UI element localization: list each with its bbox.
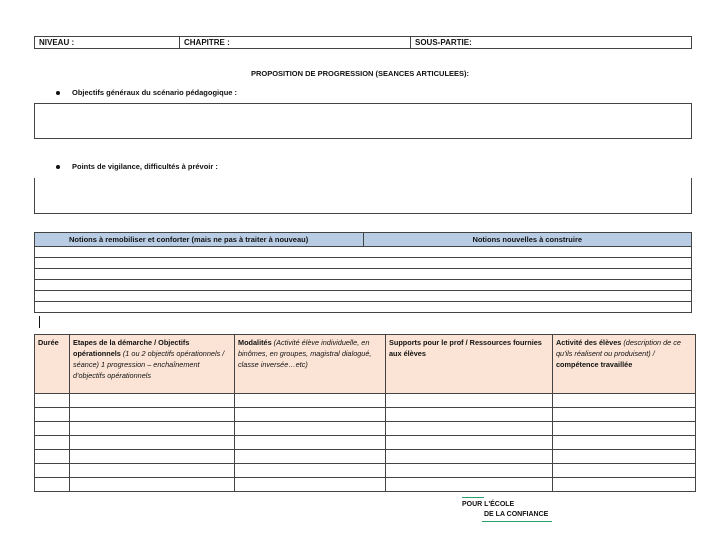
chapitre-field[interactable]: CHAPITRE :: [180, 37, 411, 48]
logo-accent-line: [462, 497, 484, 498]
table-row[interactable]: [35, 269, 692, 280]
notions-remobiliser-header: Notions à remobiliser et conforter (mais ne pas à traiter à nouveau): [35, 233, 364, 247]
bullet-icon: [56, 165, 60, 169]
table-row[interactable]: [35, 464, 696, 478]
logo-underline: [482, 521, 552, 522]
ecole-confiance-logo: [462, 500, 548, 520]
table-row[interactable]: [35, 478, 696, 492]
notions-nouvelles-header: Notions nouvelles à construire: [363, 233, 692, 247]
text-cursor: [39, 316, 40, 328]
table-header-row: [35, 335, 696, 394]
table-row[interactable]: [35, 302, 692, 313]
bullet-icon: [56, 91, 60, 95]
table-row[interactable]: [35, 408, 696, 422]
logo-line1: POUR L'ÉCOLE: [462, 501, 515, 508]
table-header-row: [35, 233, 692, 247]
niveau-field[interactable]: NIVEAU :: [35, 37, 180, 48]
activite-header: Activité des élèves (description de ce qu'ils réalisent ou produisent) / compétence travaillée: [553, 335, 696, 394]
table-row[interactable]: [35, 450, 696, 464]
vigilance-label: Points de vigilance, difficultés à prévoir :: [72, 162, 218, 171]
page-title: PROPOSITION DE PROGRESSION (SEANCES ARTICULEES):: [250, 69, 470, 78]
table-row[interactable]: [35, 258, 692, 269]
notions-table: [34, 232, 692, 313]
sous-partie-field[interactable]: SOUS-PARTIE:: [415, 38, 472, 47]
logo-line2: DE LA CONFIANCE: [484, 511, 549, 518]
duree-header: Durée: [35, 335, 70, 394]
table-row[interactable]: [35, 247, 692, 258]
table-row[interactable]: [35, 291, 692, 302]
objectifs-input-box[interactable]: [34, 103, 692, 139]
modalites-header: Modalités (Activité élève individuelle, en binômes, en groupes, magistral dialogué, classe inversée…etc): [235, 335, 386, 394]
table-row[interactable]: [35, 436, 696, 450]
vigilance-input-box[interactable]: [34, 178, 692, 214]
table-row[interactable]: [35, 394, 696, 408]
etapes-header: Etapes de la démarche / Objectifs opérationnels (1 ou 2 objectifs opérationnels / séance) 1 progression – enchaînement d'objectifs opérationnels: [70, 335, 235, 394]
objectifs-heading: [56, 88, 237, 97]
table-row[interactable]: [35, 422, 696, 436]
supports-header: Supports pour le prof / Ressources fournies aux élèves: [386, 335, 553, 394]
header-table: [34, 36, 692, 49]
objectifs-label: Objectifs généraux du scénario pédagogique :: [72, 88, 238, 97]
progression-table: [34, 334, 696, 492]
vigilance-heading: [56, 162, 218, 171]
table-row[interactable]: [35, 280, 692, 291]
